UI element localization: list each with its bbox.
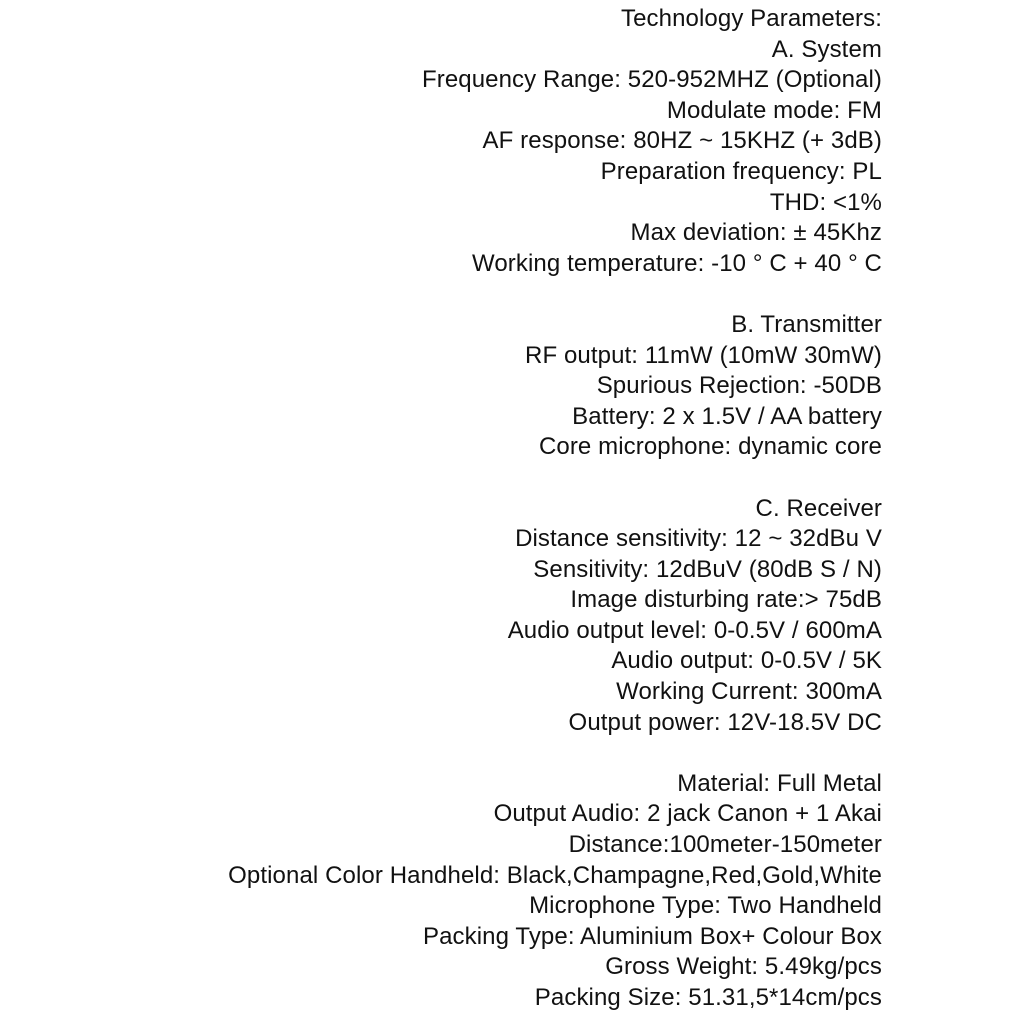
spec-line: Output Audio: 2 jack Canon + 1 Akai: [493, 800, 882, 828]
section-spacer: [22, 279, 882, 310]
spec-line: Packing Size: 51.31,5*14cm/pcs: [534, 984, 882, 1011]
spec-sheet: [22, 4, 882, 1014]
spec-line: Gross Weight: 5.49kg/pcs: [605, 953, 882, 981]
spec-line: Preparation frequency: PL: [600, 157, 882, 185]
spec-line: Battery: 2 x 1.5V / AA battery: [572, 402, 882, 430]
spec-line: RF output: 11mW (10mW 30mW): [525, 341, 882, 369]
spec-line: Packing Type: Aluminium Box+ Colour Box: [422, 922, 882, 950]
spec-line: Image disturbing rate:> 75dB: [570, 586, 882, 614]
spec-line: Working Current: 300mA: [616, 678, 882, 706]
spec-line: Core microphone: dynamic core: [538, 433, 882, 461]
spec-line: Output power: 12V-18.5V DC: [568, 708, 882, 736]
section-transmitter: [22, 310, 882, 463]
spec-line: THD: <1%: [769, 188, 882, 216]
section-extras: [22, 769, 882, 1014]
section-spacer: [22, 463, 882, 494]
document-title: Technology Parameters:: [621, 5, 882, 32]
spec-line: AF response: 80HZ ~ 15KHZ (+ 3dB): [482, 127, 882, 155]
section-heading: A. System: [771, 35, 882, 63]
spec-line: Frequency Range: 520-952MHZ (Optional): [421, 66, 882, 94]
spec-line: Modulate mode: FM: [666, 96, 882, 124]
section-receiver: [22, 494, 882, 739]
spec-line: Audio output level: 0-0.5V / 600mA: [507, 616, 882, 644]
spec-line: Distance:100meter-150meter: [568, 831, 882, 859]
spec-line: Optional Color Handheld: Black,Champagne,Red,Gold,White: [228, 861, 882, 889]
spec-line: Working temperature: -10 ° C + 40 ° C: [472, 249, 882, 277]
section-system: [22, 35, 882, 280]
section-heading: C. Receiver: [755, 494, 882, 522]
section-heading: B. Transmitter: [731, 310, 882, 338]
spec-line: Audio output: 0-0.5V / 5K: [611, 647, 882, 675]
spec-line: Material: Full Metal: [677, 769, 882, 797]
spec-line: Spurious Rejection: -50DB: [596, 372, 882, 400]
spec-line: Microphone Type: Two Handheld: [529, 892, 882, 920]
spec-line: Distance sensitivity: 12 ~ 32dBu V: [515, 525, 882, 553]
spec-line: Sensitivity: 12dBuV (80dB S / N): [533, 555, 882, 583]
spec-line: Max deviation: ± 45Khz: [630, 219, 882, 247]
section-spacer: [22, 738, 882, 769]
